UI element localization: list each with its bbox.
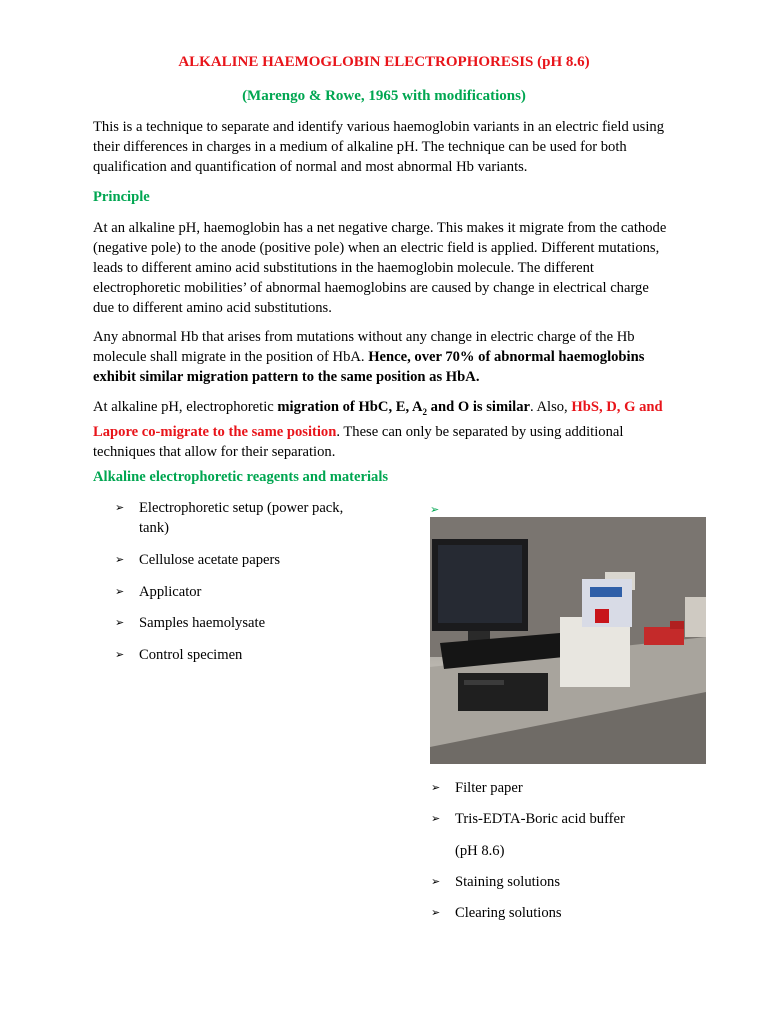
list-item: (pH 8.6) bbox=[455, 843, 505, 859]
list-item: ➢ Applicator bbox=[115, 584, 202, 600]
right-materials-list bbox=[431, 778, 731, 934]
principle-heading: Principle bbox=[93, 189, 150, 205]
list-item: ➢ Control specimen bbox=[115, 647, 243, 663]
abnormal-text: Any abnormal Hb that arises from mutations without any change in electric charge of the Hb molecule shall migrate in the position of HbA. bbox=[93, 329, 635, 365]
list-item: ➢ Samples haemolysate bbox=[115, 615, 266, 631]
list-item: ➢ Clearing solutions bbox=[431, 905, 562, 921]
left-materials-list bbox=[115, 498, 375, 676]
abnormal-bold-text: Hence, over 70% of abnormal haemoglobins exhibit similar migration pattern to the same position as HbA. bbox=[93, 349, 645, 385]
alk-red-text: HbS, D, G and Lapore co-migrate to the same position bbox=[93, 399, 663, 440]
lab-equipment-illustration bbox=[430, 517, 706, 764]
alk-text-2: . Also, bbox=[530, 399, 572, 415]
arrow-bullet-icon: ➢ bbox=[431, 906, 441, 919]
intro-paragraph: This is a technique to separate and identify various haemoglobin variants in an electric field using their differences in charges in a medium of alkaline pH. The technique can be used for both qualification and quantification of normal and most abnormal Hb variants. bbox=[93, 119, 665, 175]
arrow-bullet-icon: ➢ bbox=[115, 553, 125, 566]
list-item: ➢ Cellulose acetate papers bbox=[115, 552, 281, 568]
arrow-bullet-icon: ➢ bbox=[115, 585, 125, 598]
green-arrow-bullet-icon: ➢ bbox=[430, 503, 440, 516]
arrow-bullet-icon: ➢ bbox=[115, 616, 125, 629]
document-title: ALKALINE HAEMOGLOBIN ELECTROPHORESIS (pH 8.6) bbox=[178, 54, 590, 70]
list-item: ➢ Electrophoretic setup (power pack, tank) bbox=[115, 500, 344, 536]
alk-text-3: . These can only be separated by using additional techniques that allow for their separation. bbox=[93, 423, 624, 460]
alk-text-1: At alkaline pH, electrophoretic bbox=[93, 399, 278, 415]
arrow-bullet-icon: ➢ bbox=[115, 501, 125, 514]
alk-bold-1: migration of HbC, E, A bbox=[277, 399, 423, 415]
alk-subscript: 2 bbox=[422, 406, 428, 417]
alk-bold-2: and O is similar bbox=[427, 399, 530, 415]
abnormal-hb-paragraph bbox=[93, 327, 673, 387]
arrow-bullet-icon: ➢ bbox=[431, 781, 441, 794]
reagents-heading: Alkaline electrophoretic reagents and materials bbox=[93, 469, 389, 485]
list-item: ➢ Filter paper bbox=[431, 780, 523, 796]
arrow-bullet-icon: ➢ bbox=[115, 648, 125, 661]
principle-paragraph: At an alkaline pH, haemoglobin has a net negative charge. This makes it migrate from the cathode (negative pole) to the anode (positive pole) when an electric field is applied. Different mutations, leads to different amino acid substitutions in the haemoglobin molecule. The different electrophoretic mobilities’ of abnormal haemoglobins are caused by change in electrical charge due to different amino acid substitutions. bbox=[93, 220, 667, 316]
alkaline-migration-paragraph bbox=[93, 397, 673, 462]
list-item: ➢ Tris-EDTA-Boric acid buffer bbox=[431, 811, 625, 827]
arrow-bullet-icon: ➢ bbox=[431, 812, 441, 825]
lab-equipment-photo bbox=[430, 517, 706, 764]
list-item: ➢ Staining solutions bbox=[431, 874, 561, 890]
arrow-bullet-icon: ➢ bbox=[431, 875, 441, 888]
document-subtitle: (Marengo & Rowe, 1965 with modifications) bbox=[242, 88, 526, 104]
